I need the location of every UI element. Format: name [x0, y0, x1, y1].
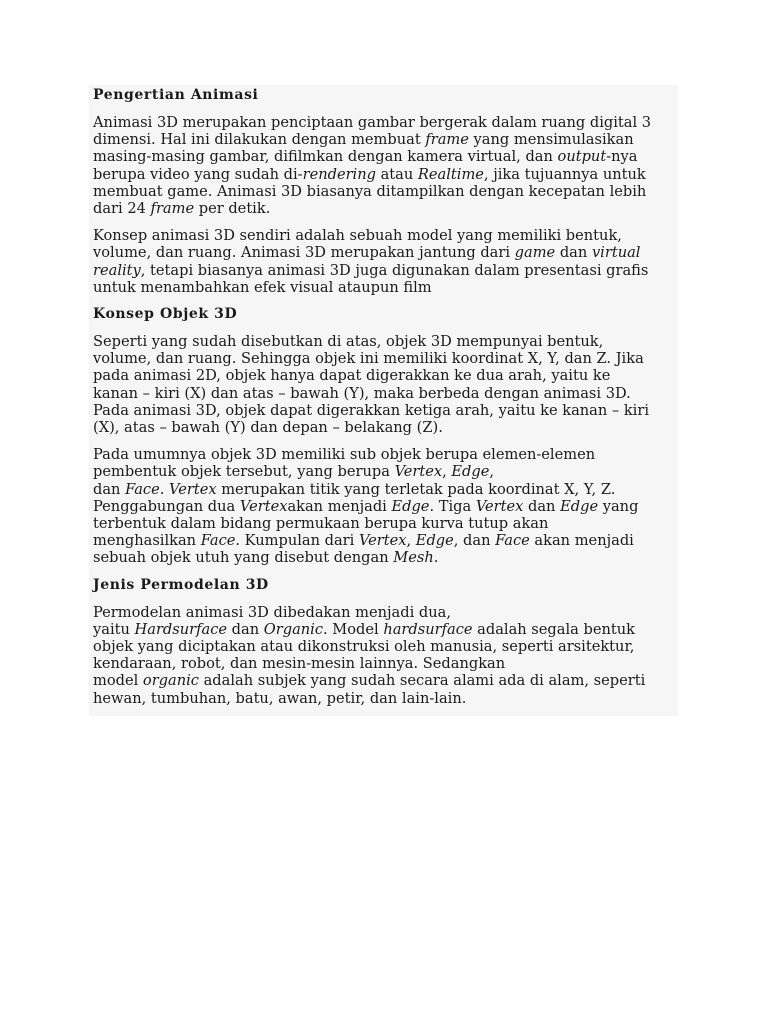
- text-run: untuk menambahkan efek visual ataupun film: [93, 278, 432, 296]
- text-line: [93, 621, 674, 638]
- text-run: menghasilkan: [93, 532, 201, 550]
- text-line: [93, 481, 674, 498]
- text-line: [93, 638, 674, 655]
- text-run: pembentuk objek tersebut, yang berupa: [93, 463, 395, 481]
- text-run: dimensi. Hal ini dilakukan dengan membuat: [93, 131, 426, 149]
- paragraph: [93, 114, 674, 217]
- text-line: [93, 279, 674, 296]
- text-run: yang: [598, 497, 639, 515]
- text-line: [93, 148, 674, 165]
- italic-term: Face: [200, 532, 236, 550]
- italic-term: Vertex: [475, 497, 524, 515]
- text-line: [93, 655, 674, 672]
- text-line: [93, 114, 674, 131]
- text-run: volume, dan ruang. Animasi 3D merupakan jantung dari: [93, 244, 515, 262]
- text-line: [93, 244, 674, 261]
- text-line: [93, 419, 674, 436]
- italic-term: output: [557, 148, 607, 166]
- text-line: [93, 333, 674, 350]
- text-run: atau: [375, 165, 418, 183]
- italic-term: virtual: [591, 244, 641, 262]
- text-line: [93, 532, 674, 549]
- text-run: adalah subjek yang sudah secara alami ada di alam, seperti: [198, 672, 646, 690]
- text-line: [93, 515, 674, 532]
- text-line: [93, 350, 674, 367]
- paragraph: [93, 446, 674, 566]
- text-run: dan: [555, 244, 592, 262]
- text-run: yang mensimulasikan: [468, 131, 634, 149]
- text-run: ,: [489, 463, 495, 481]
- section-heading: Konsep Objek 3D: [93, 306, 238, 323]
- text-line: [93, 385, 674, 402]
- section-heading: Pengertian Animasi: [93, 87, 259, 103]
- text-run: ,: [442, 463, 452, 481]
- text-run: Animasi 3D merupakan penciptaan gambar bergerak dalam ruang digital 3: [93, 114, 652, 131]
- text-line: [93, 463, 674, 480]
- text-run: akan menjadi: [287, 497, 392, 515]
- text-run: hewan, tumbuhan, batu, awan, petir, dan lain-lain.: [93, 689, 467, 707]
- text-run: , tetapi biasanya animasi 3D juga digunakan dalam presentasi grafis: [140, 261, 649, 279]
- article-body: [89, 85, 678, 716]
- italic-term: hardsurface: [383, 620, 473, 638]
- italic-term: Mesh: [393, 549, 434, 567]
- text-run: sebuah objek utuh yang disebut dengan: [93, 549, 394, 567]
- text-run: adalah segala bentuk: [472, 620, 635, 638]
- text-run: , jika tujuannya untuk: [483, 165, 646, 183]
- text-run: ,: [406, 532, 416, 550]
- text-line: [93, 402, 674, 419]
- text-run: kendaraan, robot, dan mesin-mesin lainnya. Sedangkan: [93, 655, 506, 673]
- text-run: Konsep animasi 3D sendiri adalah sebuah model yang memiliki bentuk,: [93, 227, 622, 245]
- text-run: pada animasi 2D, objek hanya dapat digerakkan ke dua arah, yaitu ke: [93, 367, 611, 385]
- text-run: membuat game. Animasi 3D biasanya ditampilkan dengan kecepatan lebih: [93, 182, 647, 200]
- text-run: yaitu: [93, 620, 135, 638]
- italic-term: frame: [150, 200, 195, 218]
- text-run: dan: [227, 620, 264, 638]
- text-line: [93, 131, 674, 148]
- text-run: (X), atas – bawah (Y) dan depan – belakang (Z).: [93, 419, 443, 437]
- text-line: [93, 183, 674, 200]
- italic-term: Vertex: [169, 480, 217, 498]
- italic-term: rendering: [302, 165, 376, 183]
- text-line: [93, 604, 674, 621]
- italic-term: game: [514, 244, 556, 262]
- italic-term: Vertex: [394, 463, 443, 481]
- italic-term: Edge: [560, 497, 599, 515]
- text-run: model: [93, 672, 143, 690]
- text-run: Seperti yang sudah disebutkan di atas, objek 3D mempunyai bentuk,: [93, 333, 604, 351]
- text-run: -nya: [606, 148, 638, 166]
- paragraph: [93, 604, 674, 707]
- text-run: . Kumpulan dari: [235, 532, 359, 550]
- text-run: Pada animasi 3D, objek dapat digerakkan ketiga arah, yaitu ke kanan – kiri: [93, 401, 649, 419]
- text-run: .: [433, 549, 439, 567]
- text-run: merupakan titik yang terletak pada koordinat X, Y, Z.: [216, 480, 616, 498]
- text-run: dan: [523, 497, 561, 515]
- text-line: [93, 227, 674, 244]
- text-line: [93, 200, 674, 217]
- italic-term: Hardsurface: [134, 620, 228, 638]
- italic-term: Organic: [263, 620, 324, 638]
- section-heading: Jenis Permodelan 3D: [93, 576, 269, 593]
- italic-term: frame: [425, 131, 469, 149]
- text-run: . Tiga: [429, 497, 476, 515]
- text-run: akan menjadi: [529, 532, 634, 550]
- italic-term: Face: [495, 532, 530, 550]
- text-run: dari 24: [93, 200, 151, 218]
- text-line: [93, 690, 674, 707]
- italic-term: Realtime: [417, 165, 484, 183]
- text-run: per detik.: [194, 200, 271, 218]
- text-line: [93, 549, 674, 566]
- text-line: [93, 498, 674, 515]
- text-line: [93, 672, 674, 689]
- text-run: berupa video yang sudah di-: [93, 165, 303, 183]
- text-run: dan: [93, 480, 126, 498]
- text-run: kanan – kiri (X) dan atas – bawah (Y), maka berbeda dengan animasi 3D.: [93, 384, 631, 402]
- italic-term: Edge: [415, 532, 454, 550]
- text-run: , dan: [453, 532, 496, 550]
- text-run: Penggabungan dua: [93, 497, 240, 515]
- text-run: Permodelan animasi 3D dibedakan menjadi dua,: [93, 603, 451, 621]
- italic-term: Vertex: [239, 497, 288, 515]
- text-run: .: [159, 480, 170, 498]
- italic-term: Face: [125, 480, 160, 498]
- text-run: objek yang diciptakan atau dikonstruksi oleh manusia, seperti arsitektur,: [93, 638, 635, 656]
- italic-term: Edge: [451, 463, 490, 481]
- text-line: [93, 446, 674, 463]
- text-line: [93, 262, 674, 279]
- text-line: [93, 166, 674, 183]
- text-run: Pada umumnya objek 3D memiliki sub objek berupa elemen-elemen: [93, 446, 596, 464]
- italic-term: Edge: [391, 497, 430, 515]
- italic-term: organic: [142, 672, 199, 690]
- paragraph: [93, 227, 674, 296]
- italic-term: reality: [93, 261, 141, 279]
- text-run: . Model: [323, 620, 384, 638]
- text-run: terbentuk dalam bidang permukaan berupa kurva tutup akan: [93, 515, 549, 533]
- text-run: masing-masing gambar, difilmkan dengan kamera virtual, dan: [93, 148, 558, 166]
- italic-term: Vertex: [358, 532, 407, 550]
- paragraph: [93, 333, 674, 436]
- text-run: volume, dan ruang. Sehingga objek ini memiliki koordinat X, Y, dan Z. Jika: [93, 350, 644, 368]
- text-line: [93, 367, 674, 384]
